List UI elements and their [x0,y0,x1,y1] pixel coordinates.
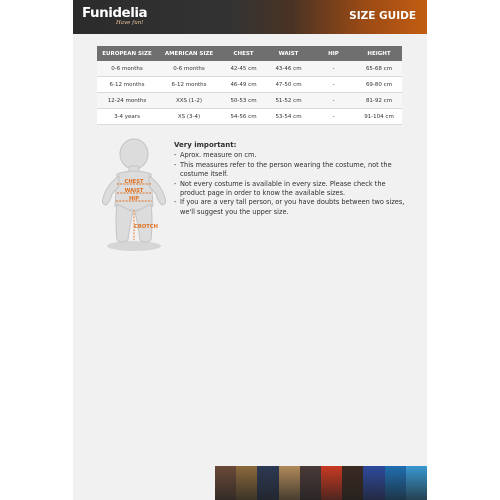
column-header: WAIST [266,46,311,61]
column-header: AMERICAN SIZE [157,46,221,61]
costume-photo-thumbnail [342,466,363,500]
crotch-label: CROTCH [134,224,158,230]
costume-photo-thumbnail [236,466,257,500]
table-cell: 51-52 cm [266,93,311,109]
table-cell: 6-12 months [97,77,157,93]
table-cell: 0-6 months [97,61,157,77]
note-bullet: - [174,151,177,160]
note-item [174,198,406,217]
notes-heading: Very important: [174,141,237,149]
table-cell: 81-92 cm [356,93,402,109]
table-row [97,93,402,109]
note-item [174,151,406,160]
column-header: EUROPEAN SIZE [97,46,157,61]
note-text: Aprox. measure on cm. [180,151,257,160]
costume-photo-thumbnail [363,466,384,500]
chest-label: CHEST [124,179,144,185]
table-cell: 65-68 cm [356,61,402,77]
table-cell: 12-24 months [97,93,157,109]
note-bullet: - [174,179,177,188]
table-cell: 50-53 cm [221,93,266,109]
note-item [174,161,406,180]
note-text: This measures refer to the person wearing the costume, not the costume itself. [180,160,392,179]
table-cell: - [311,77,356,93]
figure-shadow [107,241,161,251]
header-banner [73,0,427,34]
table-cell: 53-54 cm [266,109,311,125]
table-cell: - [311,93,356,109]
table-row [97,77,402,93]
baby-measurement-figure [95,136,175,254]
table-cell: 43-46 cm [266,61,311,77]
table-cell: - [311,109,356,125]
page-title: SIZE GUIDE [349,10,416,22]
table-cell: 69-80 cm [356,77,402,93]
costume-photo-strip [215,466,427,500]
table-cell: 46-49 cm [221,77,266,93]
costume-photo-thumbnail [321,466,342,500]
note-item [174,180,406,199]
table-cell: 0-6 months [157,61,221,77]
costume-photo-thumbnail [215,466,236,500]
notes-list [174,151,406,217]
table-row [97,61,402,77]
note-text: If you are a very tall person, or you have doubts between two sizes, we'll suggest you the upper size. [180,198,405,216]
costume-photo-thumbnail [300,466,321,500]
table-cell: XS (3-4) [157,109,221,125]
brand-tagline: Have fun! [116,20,144,26]
brand-logo: Funidelia [82,5,148,21]
size-table [97,46,402,125]
costume-photo-thumbnail [385,466,406,500]
table-cell: - [311,61,356,77]
note-text: Not every costume is available in every size. Please check the product page in order to know the available sizes. [180,179,386,198]
table-cell: 42-45 cm [221,61,266,77]
table-cell: 6-12 months [157,77,221,93]
note-bullet: - [174,198,177,207]
table-header-row [97,46,402,61]
costume-photo-thumbnail [257,466,278,500]
column-header: HIP [311,46,356,61]
table-row [97,109,402,125]
important-notes [174,141,406,217]
column-header: HEIGHT [356,46,402,61]
size-guide-page [73,0,427,500]
table-cell: 54-56 cm [221,109,266,125]
waist-label: WAIST [124,188,144,194]
table-cell: 91-104 cm [356,109,402,125]
column-header: CHEST [221,46,266,61]
costume-photo-thumbnail [406,466,427,500]
table-cell: 47-50 cm [266,77,311,93]
note-bullet: - [174,160,177,169]
hip-label: HIP [128,196,140,202]
table-cell: 3-4 years [97,109,157,125]
costume-photo-thumbnail [279,466,300,500]
table-cell: XXS (1-2) [157,93,221,109]
